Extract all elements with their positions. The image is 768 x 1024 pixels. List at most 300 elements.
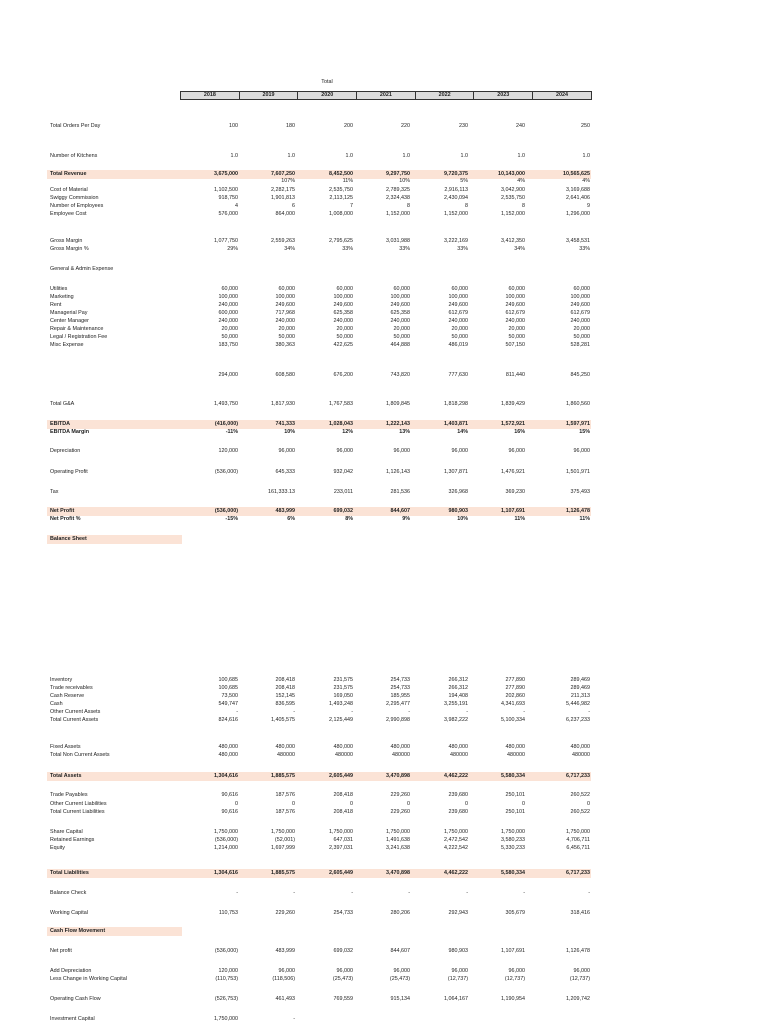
cell-total-nca-2023: 480000	[507, 752, 525, 758]
cell-rent-2022: 249,600	[448, 302, 468, 308]
cell-share-capital-2020: 1,750,000	[329, 829, 353, 835]
cell-employee-cost-2023: 1,152,000	[501, 211, 525, 217]
row-label-operating-profit: Operating Profit	[50, 469, 88, 475]
cell-total-cl-2018: 90,616	[221, 809, 238, 815]
cell-cash-2024: 5,446,982	[566, 701, 590, 707]
cell-op-cash-flow-2024: 1,209,742	[566, 996, 590, 1002]
row-label-cost-material: Cost of Material	[50, 187, 88, 193]
cell-repair-2019: 20,000	[278, 326, 295, 332]
row-label-ga-header: General & Admin Expense	[50, 266, 114, 272]
cell-total-ga-2021: 1,809,845	[386, 401, 410, 407]
row-label-total-ca: Total Current Assets	[50, 717, 99, 723]
cell-depreciation-2018: 120,000	[218, 448, 238, 454]
cell-employee-cost-2022: 1,152,000	[444, 211, 468, 217]
cell-orders-2022: 230	[459, 123, 468, 129]
cell-swiggy-2019: 1,901,813	[271, 195, 295, 201]
cell-total-ga-2020: 1,767,583	[329, 401, 353, 407]
row-label-investment-capital: Investment Capital	[50, 1016, 95, 1022]
cell-ebitda-2022: 1,403,871	[444, 421, 468, 427]
cell-repair-2023: 20,000	[508, 326, 525, 332]
cell-trade-receivables-2020: 231,575	[333, 685, 353, 691]
cell-center-manager-2024: 240,000	[570, 318, 590, 324]
cell-ga-sub-2019: 608,580	[275, 372, 295, 378]
cell-orders-2023: 240	[516, 123, 525, 129]
cell-net-profit-cf-2018: (536,000)	[214, 948, 238, 954]
row-label-gross-margin-pct: Gross Margin %	[50, 246, 89, 252]
cell-employees-2019: 6	[292, 203, 295, 209]
year-header-row	[181, 91, 592, 99]
cell-misc-2023: 507,150	[505, 342, 525, 348]
cell-inventory-2024: 289,469	[570, 677, 590, 683]
cell-cost-material-2023: 3,042,900	[501, 187, 525, 193]
cell-cash-reserve-2020: 169,050	[333, 693, 353, 699]
total-label: Total	[321, 79, 333, 85]
cell-inventory-2020: 231,575	[333, 677, 353, 683]
cell-legal-2023: 50,000	[508, 334, 525, 340]
row-label-total-cl: Total Current Liabilities	[50, 809, 105, 815]
cell-net-profit-2024: 1,126,478	[566, 508, 590, 514]
cell-add-depr-2023: 96,000	[508, 968, 525, 974]
cell-managerial-pay-2018: 600,000	[218, 310, 238, 316]
cell-ebitda-margin-2021: 13%	[399, 429, 410, 435]
cell-rent-2019: 249,600	[275, 302, 295, 308]
cell-cash-reserve-2023: 202,860	[505, 693, 525, 699]
cell-other-ca-2023: -	[523, 709, 525, 715]
cell-less-wc-2024: (12,737)	[569, 976, 590, 982]
cell-share-capital-2023: 1,750,000	[501, 829, 525, 835]
cell-equity-2023: 5,330,233	[501, 845, 525, 851]
cell-total-ga-2024: 1,860,560	[566, 401, 590, 407]
cell-other-cl-2024: 0	[587, 801, 590, 807]
cell-total-liabilities-2020: 2,605,449	[329, 870, 353, 876]
cell-ga-sub-2022: 777,630	[448, 372, 468, 378]
cell-ebitda-2024: 1,597,971	[566, 421, 590, 427]
cell-ebitda-margin-2019: 10%	[284, 429, 295, 435]
year-header-2023: 2023	[473, 91, 533, 100]
cell-orders-2024: 250	[581, 123, 590, 129]
cell-fixed-assets-2020: 480,000	[333, 744, 353, 750]
cell-depreciation-2022: 96,000	[451, 448, 468, 454]
cell-net-profit-cf-2019: 483,999	[275, 948, 295, 954]
cell-cash-reserve-2019: 152,145	[275, 693, 295, 699]
cell-cost-material-2020: 2,535,750	[329, 187, 353, 193]
cell-legal-2020: 50,000	[336, 334, 353, 340]
cell-inventory-2022: 266,312	[448, 677, 468, 683]
cell-operating-profit-2018: (536,000)	[214, 469, 238, 475]
cell-cash-reserve-2018: 73,500	[221, 693, 238, 699]
cell-depreciation-2019: 96,000	[278, 448, 295, 454]
cell-other-cl-2019: 0	[292, 801, 295, 807]
cell-investment-capital-2019: -	[293, 1016, 295, 1022]
cell-gross-margin-pct-2018: 29%	[227, 246, 238, 252]
cell-trade-payables-2020: 208,418	[333, 792, 353, 798]
row-label-cash: Cash	[50, 701, 63, 707]
cell-total-ca-2023: 5,100,334	[501, 717, 525, 723]
cell-ebitda-margin-2020: 12%	[342, 429, 353, 435]
row-label-ebitda: EBITDA	[50, 421, 71, 427]
cell-trade-receivables-2024: 289,469	[570, 685, 590, 691]
cell-cost-material-2021: 2,789,325	[386, 187, 410, 193]
cell-equity-2019: 1,697,999	[271, 845, 295, 851]
row-label-other-ca: Other Current Assets	[50, 709, 101, 715]
cell-ga-sub-2024: 845,250	[570, 372, 590, 378]
row-label-employees: Number of Employees	[50, 203, 104, 209]
cell-revenue-growth-2021: 10%	[399, 178, 410, 184]
cell-trade-receivables-2018: 100,685	[218, 685, 238, 691]
cell-retained-earnings-2019: (52,001)	[274, 837, 295, 843]
cell-working-capital-2022: 292,943	[448, 910, 468, 916]
cell-total-assets-2023: 5,580,334	[501, 773, 525, 779]
cell-total-assets-2020: 2,605,449	[329, 773, 353, 779]
cell-managerial-pay-2021: 625,358	[390, 310, 410, 316]
cell-retained-earnings-2024: 4,706,711	[566, 837, 590, 843]
cell-inventory-2019: 208,418	[275, 677, 295, 683]
cell-managerial-pay-2024: 612,679	[570, 310, 590, 316]
cell-working-capital-2018: 110,753	[218, 910, 238, 916]
cell-depreciation-2021: 96,000	[393, 448, 410, 454]
cell-equity-2022: 4,222,542	[444, 845, 468, 851]
cell-retained-earnings-2023: 3,580,233	[501, 837, 525, 843]
cell-ebitda-2023: 1,572,921	[501, 421, 525, 427]
cell-swiggy-2021: 2,324,438	[386, 195, 410, 201]
cell-gross-margin-pct-2021: 33%	[399, 246, 410, 252]
cell-add-depr-2018: 120,000	[218, 968, 238, 974]
row-label-gross-margin: Gross Margin	[50, 238, 83, 244]
cell-net-profit-2020: 699,032	[333, 508, 353, 514]
cell-net-profit-pct-2022: 10%	[457, 516, 468, 522]
cell-gross-margin-2022: 3,222,169	[444, 238, 468, 244]
cell-rent-2024: 249,600	[570, 302, 590, 308]
cell-utilities-2022: 60,000	[451, 286, 468, 292]
cell-cost-material-2018: 1,102,500	[214, 187, 238, 193]
cell-marketing-2018: 100,000	[218, 294, 238, 300]
cell-total-assets-2022: 4,462,222	[444, 773, 468, 779]
cell-center-manager-2022: 240,000	[448, 318, 468, 324]
cell-kitchens-2023: 1.0	[517, 153, 525, 159]
cell-less-wc-2020: (25,473)	[332, 976, 353, 982]
row-label-inventory: Inventory	[50, 677, 73, 683]
cell-total-assets-2024: 6,717,233	[566, 773, 590, 779]
cell-net-profit-2021: 844,607	[390, 508, 410, 514]
cell-equity-2020: 2,397,031	[329, 845, 353, 851]
cell-cash-2021: 2,295,477	[386, 701, 410, 707]
cell-tax-2021: 281,536	[390, 489, 410, 495]
cell-operating-profit-2024: 1,501,971	[566, 469, 590, 475]
year-header-2020: 2020	[297, 91, 357, 100]
year-header-2022: 2022	[415, 91, 475, 100]
cell-employee-cost-2020: 1,008,000	[329, 211, 353, 217]
cell-share-capital-2018: 1,750,000	[214, 829, 238, 835]
cell-total-cl-2023: 250,101	[505, 809, 525, 815]
cell-other-ca-2018: -	[236, 709, 238, 715]
cell-revenue-growth-2023: 4%	[517, 178, 525, 184]
cell-working-capital-2019: 229,260	[275, 910, 295, 916]
cell-cash-2023: 4,341,693	[501, 701, 525, 707]
cell-total-nca-2018: 480,000	[218, 752, 238, 758]
cell-tax-2024: 375,493	[570, 489, 590, 495]
cell-balance-check-2019: -	[293, 890, 295, 896]
row-label-repair: Repair & Maintenance	[50, 326, 104, 332]
row-label-net-profit-pct: Net Profit %	[50, 516, 81, 522]
cell-fixed-assets-2022: 480,000	[448, 744, 468, 750]
cell-utilities-2018: 60,000	[221, 286, 238, 292]
cell-fixed-assets-2023: 480,000	[505, 744, 525, 750]
cell-orders-2018: 100	[229, 123, 238, 129]
cell-other-cl-2021: 0	[407, 801, 410, 807]
cell-investment-capital-2018: 1,750,000	[214, 1016, 238, 1022]
cell-net-profit-cf-2023: 1,107,691	[501, 948, 525, 954]
cell-swiggy-2018: 918,750	[218, 195, 238, 201]
cell-total-liabilities-2021: 3,470,898	[386, 870, 410, 876]
cell-share-capital-2019: 1,750,000	[271, 829, 295, 835]
cell-other-ca-2019: -	[293, 709, 295, 715]
cell-employees-2024: 9	[587, 203, 590, 209]
cell-total-liabilities-2018: 1,304,616	[214, 870, 238, 876]
cell-net-profit-2019: 483,999	[275, 508, 295, 514]
cell-ga-sub-2018: 294,000	[218, 372, 238, 378]
cell-other-cl-2018: 0	[235, 801, 238, 807]
cell-gross-margin-2020: 2,795,625	[329, 238, 353, 244]
cell-utilities-2019: 60,000	[278, 286, 295, 292]
cell-center-manager-2021: 240,000	[390, 318, 410, 324]
year-header-2021: 2021	[356, 91, 416, 100]
cell-operating-profit-2022: 1,307,871	[444, 469, 468, 475]
cell-balance-check-2020: -	[351, 890, 353, 896]
cell-balance-check-2023: -	[523, 890, 525, 896]
cell-net-profit-pct-2019: 6%	[287, 516, 295, 522]
cell-total-nca-2022: 480000	[450, 752, 468, 758]
cell-trade-receivables-2023: 277,890	[505, 685, 525, 691]
cell-op-cash-flow-2023: 1,190,954	[501, 996, 525, 1002]
cell-legal-2018: 50,000	[221, 334, 238, 340]
cell-net-profit-cf-2021: 844,607	[390, 948, 410, 954]
cell-utilities-2024: 60,000	[573, 286, 590, 292]
cell-equity-2018: 1,214,000	[214, 845, 238, 851]
cell-gross-margin-pct-2019: 34%	[284, 246, 295, 252]
row-label-retained-earnings: Retained Earnings	[50, 837, 95, 843]
cell-gross-margin-2021: 3,031,988	[386, 238, 410, 244]
cell-balance-check-2021: -	[408, 890, 410, 896]
cell-total-cl-2022: 239,680	[448, 809, 468, 815]
cell-marketing-2021: 100,000	[390, 294, 410, 300]
cell-cost-material-2024: 3,169,688	[566, 187, 590, 193]
cell-total-assets-2018: 1,304,616	[214, 773, 238, 779]
cell-employees-2018: 4	[235, 203, 238, 209]
cell-total-nca-2024: 480000	[572, 752, 590, 758]
cell-legal-2019: 50,000	[278, 334, 295, 340]
cell-orders-2020: 200	[344, 123, 353, 129]
cell-ga-sub-2020: 676,200	[333, 372, 353, 378]
cell-total-assets-2019: 1,885,575	[271, 773, 295, 779]
cell-kitchens-2021: 1.0	[402, 153, 410, 159]
cell-retained-earnings-2020: 647,031	[333, 837, 353, 843]
row-label-orders: Total Orders Per Day	[50, 123, 101, 129]
row-label-ebitda-margin: EBITDA Margin	[50, 429, 90, 435]
cell-center-manager-2023: 240,000	[505, 318, 525, 324]
cell-total-liabilities-2022: 4,462,222	[444, 870, 468, 876]
cell-misc-2018: 183,750	[218, 342, 238, 348]
cell-less-wc-2021: (25,473)	[389, 976, 410, 982]
cell-other-ca-2022: -	[466, 709, 468, 715]
cell-net-profit-2018: (536,000)	[214, 508, 238, 514]
cell-misc-2020: 422,625	[333, 342, 353, 348]
cell-rent-2023: 249,600	[505, 302, 525, 308]
cell-legal-2021: 50,000	[393, 334, 410, 340]
cell-less-wc-2023: (12,737)	[504, 976, 525, 982]
row-label-managerial-pay: Managerial Pay	[50, 310, 88, 316]
cell-total-ca-2020: 2,125,449	[329, 717, 353, 723]
cell-gross-margin-pct-2020: 33%	[342, 246, 353, 252]
cell-total-revenue-2021: 9,297,750	[386, 171, 410, 177]
cell-cost-material-2022: 2,916,113	[444, 187, 468, 193]
cell-marketing-2022: 100,000	[448, 294, 468, 300]
cell-ebitda-margin-2023: 16%	[514, 429, 525, 435]
cell-revenue-growth-2024: 4%	[582, 178, 590, 184]
cell-gross-margin-pct-2024: 33%	[579, 246, 590, 252]
cell-fixed-assets-2019: 480,000	[275, 744, 295, 750]
cell-orders-2021: 220	[401, 123, 410, 129]
cell-other-cl-2023: 0	[522, 801, 525, 807]
cell-trade-payables-2023: 250,101	[505, 792, 525, 798]
cell-swiggy-2024: 2,641,406	[566, 195, 590, 201]
row-label-balance-check: Balance Check	[50, 890, 87, 896]
cell-gross-margin-pct-2022: 33%	[457, 246, 468, 252]
cell-inventory-2023: 277,890	[505, 677, 525, 683]
cell-rent-2020: 249,600	[333, 302, 353, 308]
row-label-employee-cost: Employee Cost	[50, 211, 87, 217]
cell-operating-profit-2023: 1,476,921	[501, 469, 525, 475]
row-label-net-profit: Net Profit	[50, 508, 75, 514]
cell-misc-2022: 486,019	[448, 342, 468, 348]
cell-employee-cost-2024: 1,296,000	[566, 211, 590, 217]
cell-managerial-pay-2023: 612,679	[505, 310, 525, 316]
cell-legal-2022: 50,000	[451, 334, 468, 340]
cell-less-wc-2022: (12,737)	[447, 976, 468, 982]
cell-net-profit-pct-2023: 11%	[514, 516, 525, 522]
cell-gross-margin-2023: 3,412,350	[501, 238, 525, 244]
cell-add-depr-2024: 96,000	[573, 968, 590, 974]
cell-total-revenue-2019: 7,607,250	[271, 171, 295, 177]
cell-depreciation-2020: 96,000	[336, 448, 353, 454]
cell-working-capital-2023: 305,679	[505, 910, 525, 916]
cell-net-profit-pct-2018: -15%	[225, 516, 238, 522]
cell-center-manager-2018: 240,000	[218, 318, 238, 324]
cell-add-depr-2022: 96,000	[451, 968, 468, 974]
cell-center-manager-2019: 240,000	[275, 318, 295, 324]
cell-total-ca-2022: 3,982,222	[444, 717, 468, 723]
cell-cash-reserve-2024: 211,313	[570, 693, 590, 699]
cell-ga-sub-2023: 811,440	[505, 372, 525, 378]
cell-employees-2020: 7	[350, 203, 353, 209]
cell-repair-2020: 20,000	[336, 326, 353, 332]
cell-retained-earnings-2018: (536,000)	[214, 837, 238, 843]
cell-total-ga-2018: 1,493,750	[214, 401, 238, 407]
row-label-equity: Equity	[50, 845, 65, 851]
cell-tax-2023: 369,230	[505, 489, 525, 495]
section-header-balance-sheet: Balance Sheet	[50, 536, 87, 542]
cell-trade-receivables-2019: 208,418	[275, 685, 295, 691]
cell-balance-check-2024: -	[588, 890, 590, 896]
cell-repair-2018: 20,000	[221, 326, 238, 332]
cell-legal-2024: 50,000	[573, 334, 590, 340]
cell-utilities-2023: 60,000	[508, 286, 525, 292]
row-label-fixed-assets: Fixed Assets	[50, 744, 81, 750]
row-label-depreciation: Depreciation	[50, 448, 81, 454]
cell-fixed-assets-2018: 480,000	[218, 744, 238, 750]
row-label-misc: Misc Expense	[50, 342, 84, 348]
cell-retained-earnings-2021: 1,491,638	[386, 837, 410, 843]
row-label-utilities: Utilities	[50, 286, 68, 292]
row-label-net-profit-cf: Net profit	[50, 948, 72, 954]
cell-marketing-2020: 100,000	[333, 294, 353, 300]
cell-working-capital-2021: 280,206	[390, 910, 410, 916]
cell-other-ca-2024: -	[588, 709, 590, 715]
row-label-total-ga: Total G&A	[50, 401, 75, 407]
cell-working-capital-2024: 318,416	[570, 910, 590, 916]
year-header-2024: 2024	[532, 91, 592, 100]
cell-net-profit-pct-2020: 8%	[345, 516, 353, 522]
row-label-cash-reserve: Cash Reserve	[50, 693, 85, 699]
cell-managerial-pay-2020: 625,358	[333, 310, 353, 316]
cell-ebitda-2019: 741,333	[275, 421, 295, 427]
cell-ebitda-2020: 1,028,043	[329, 421, 353, 427]
cell-operating-profit-2019: 645,333	[275, 469, 295, 475]
cell-op-cash-flow-2018: (526,753)	[214, 996, 238, 1002]
cell-total-cl-2019: 187,576	[275, 809, 295, 815]
row-label-rent: Rent	[50, 302, 62, 308]
cell-trade-receivables-2022: 266,312	[448, 685, 468, 691]
cell-total-ca-2019: 1,405,575	[271, 717, 295, 723]
cell-op-cash-flow-2022: 1,064,167	[444, 996, 468, 1002]
cell-operating-profit-2021: 1,126,143	[386, 469, 410, 475]
cell-trade-payables-2022: 239,680	[448, 792, 468, 798]
cell-op-cash-flow-2020: 769,559	[333, 996, 353, 1002]
cell-ebitda-2018: (416,000)	[214, 421, 238, 427]
cell-kitchens-2019: 1.0	[287, 153, 295, 159]
cell-total-liabilities-2023: 5,580,334	[501, 870, 525, 876]
cell-orders-2019: 180	[286, 123, 295, 129]
cell-repair-2024: 20,000	[573, 326, 590, 332]
cell-balance-check-2022: -	[466, 890, 468, 896]
cell-repair-2022: 20,000	[451, 326, 468, 332]
cell-kitchens-2022: 1.0	[460, 153, 468, 159]
cell-revenue-growth-2022: 5%	[460, 178, 468, 184]
cell-working-capital-2020: 254,733	[333, 910, 353, 916]
cell-net-profit-pct-2024: 11%	[579, 516, 590, 522]
cell-net-profit-2022: 980,903	[448, 508, 468, 514]
row-label-trade-receivables: Trade receivables	[50, 685, 93, 691]
row-label-kitchens: Number of Kitchens	[50, 153, 98, 159]
cell-share-capital-2021: 1,750,000	[386, 829, 410, 835]
cell-total-revenue-2020: 8,452,500	[329, 171, 353, 177]
cell-ga-sub-2021: 743,820	[390, 372, 410, 378]
cell-other-ca-2021: -	[408, 709, 410, 715]
cell-operating-profit-2020: 932,042	[333, 469, 353, 475]
cell-balance-check-2018: -	[236, 890, 238, 896]
cell-ebitda-2021: 1,222,143	[386, 421, 410, 427]
cell-center-manager-2020: 240,000	[333, 318, 353, 324]
row-label-share-capital: Share Capital	[50, 829, 83, 835]
cell-less-wc-2018: (110,753)	[215, 976, 238, 982]
cell-total-ga-2023: 1,839,429	[501, 401, 525, 407]
cell-employee-cost-2021: 1,152,000	[386, 211, 410, 217]
cell-kitchens-2018: 1.0	[230, 153, 238, 159]
cell-cash-reserve-2021: 185,955	[390, 693, 410, 699]
row-label-legal: Legal / Registration Fee	[50, 334, 108, 340]
cell-fixed-assets-2024: 480,000	[570, 744, 590, 750]
cell-total-ca-2024: 6,237,233	[566, 717, 590, 723]
row-label-op-cash-flow: Operating Cash Flow	[50, 996, 101, 1002]
